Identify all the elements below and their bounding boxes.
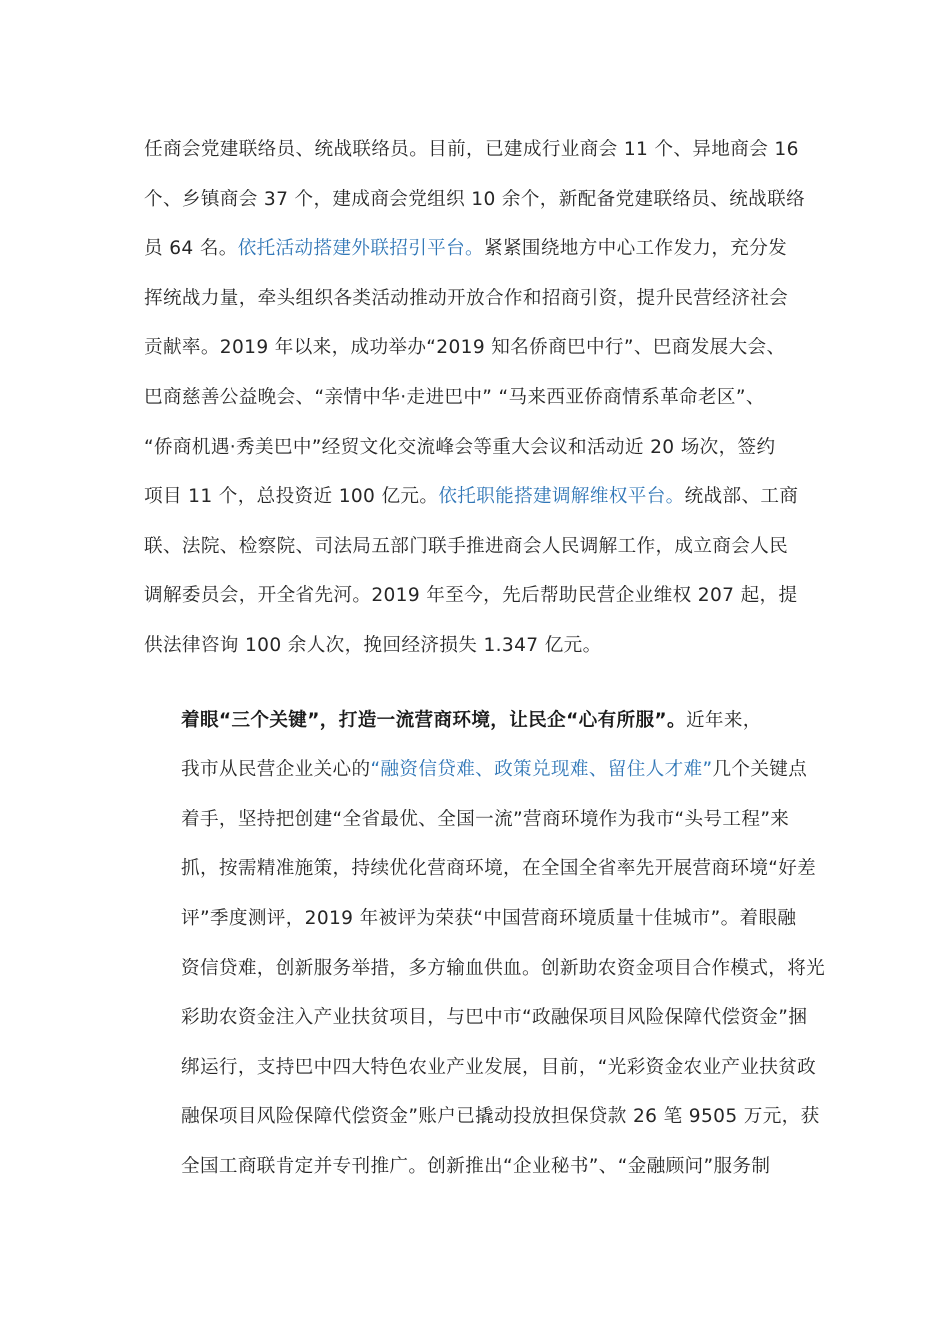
highlighted-phrase: 依托职能搭建调解维权平台。: [438, 486, 685, 508]
body-text: 抓，按需精准施策，持续优化营商环境，在全国全省率先开展营商环境“好差: [181, 858, 817, 880]
body-text: 几个关键点: [712, 759, 808, 781]
body-text: 绑运行，支持巴中四大特色农业产业发展，目前，“光彩资金农业产业扶贫政: [181, 1056, 817, 1078]
body-text: 全国工商联肯定并专刊推广。创新推出“企业秘书”、“金融顾问”服务制: [181, 1155, 771, 1177]
body-text: 巴商慈善公益晚会、“亲情中华·走进巴中” “马来西亚侨商情系革命老区”、: [144, 386, 765, 408]
text-line: [144, 894, 808, 944]
body-text: 挥统战力量，牵头组织各类活动推动开放合作和招商引资，提升民营经济社会: [144, 287, 789, 309]
text-line: [144, 1142, 808, 1192]
text-line: [144, 571, 808, 621]
text-line: [144, 175, 808, 225]
text-line: [144, 795, 808, 845]
body-text: 近年来，: [685, 709, 762, 731]
text-line: [144, 274, 808, 324]
body-text: 任商会党建联络员、统战联络员。目前，已建成行业商会 11 个、异地商会 16: [144, 139, 799, 160]
text-line: [144, 696, 808, 746]
body-text: 资信贷难，创新服务举措，多方输血供血。创新助农资金项目合作模式，将光: [181, 957, 826, 979]
text-line: [144, 944, 826, 994]
body-text: 贡献率。2019 年以来，成功举办“2019 知名侨商巴中行”、巴商发展大会、: [144, 337, 786, 359]
text-line: [144, 224, 808, 274]
text-line: [144, 621, 808, 671]
section-heading: 着眼“三个关键”，打造一流营商环境，让民企“心有所服”。: [181, 709, 686, 731]
body-text: 彩助农资金注入产业扶贫项目，与巴中市“政融保项目风险保障代偿资金”捆: [181, 1007, 808, 1029]
body-text: 评”季度测评，2019 年被评为荣获“中国营商环境质量十佳城市”。着眼融: [181, 907, 797, 929]
text-line: [144, 745, 808, 795]
highlighted-phrase: “融资信贷难、政策兑现难、留住人才难”: [370, 759, 713, 781]
body-text: 联、法院、检察院、司法局五部门联手推进商会人民调解工作，成立商会人民: [144, 535, 789, 557]
document-body: [144, 125, 826, 1191]
text-line: [144, 844, 817, 894]
highlighted-phrase: 依托活动搭建外联招引平台。: [237, 238, 484, 260]
text-line: [144, 993, 808, 1043]
text-line: [144, 323, 808, 373]
body-text: 供法律咨询 100 余人次，挽回经济损失 1.347 亿元。: [144, 634, 602, 656]
body-text: 项目 11 个，总投资近 100 亿元。: [144, 486, 439, 508]
body-text: 员 64 名。: [144, 238, 238, 260]
body-text: 个、乡镇商会 37 个，建成商会党组织 10 余个，新配备党建联络员、统战联络: [144, 188, 806, 210]
text-line: [144, 1092, 820, 1142]
body-text: 调解委员会，开全省先河。2019 年至今，先后帮助民营企业维权 207 起，提: [144, 585, 798, 607]
body-text: 紧紧围绕地方中心工作发力，充分发: [484, 238, 788, 260]
paragraph: [144, 696, 826, 1192]
body-text: 我市从民营企业关心的: [181, 759, 371, 781]
body-text: “侨商机遇·秀美巴中”经贸文化交流峰会等重大会议和活动近 20 场次，签约: [144, 436, 776, 458]
text-line: [144, 423, 808, 473]
text-line: [144, 125, 808, 175]
paragraph: [144, 125, 808, 671]
body-text: 着手，坚持把创建“全省最优、全国一流”营商环境作为我市“头号工程”来: [181, 808, 790, 830]
text-line: [144, 522, 808, 572]
text-line: [144, 1043, 817, 1093]
body-text: 融保项目风险保障代偿资金”账户已撬动投放担保贷款 26 笔 9505 万元，获: [181, 1106, 820, 1128]
text-line: [144, 472, 808, 522]
body-text: 统战部、工商: [684, 486, 799, 508]
text-line: [144, 373, 808, 423]
